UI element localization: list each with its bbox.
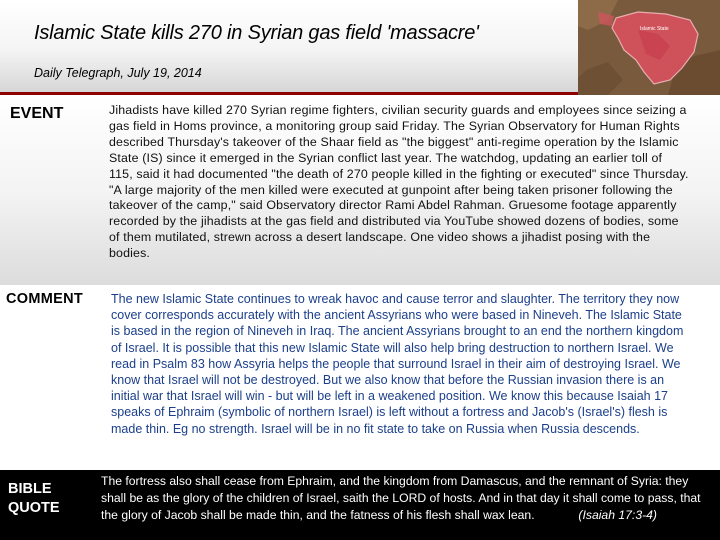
bible-quote-section xyxy=(0,470,720,540)
event-section xyxy=(0,95,720,285)
page-title: Islamic State kills 270 in Syrian gas field 'massacre' xyxy=(34,22,479,44)
header xyxy=(0,0,578,95)
bible-quote-text xyxy=(101,473,713,524)
map-graphic xyxy=(578,0,720,95)
event-text: Jihadists have killed 270 Syrian regime fighters, civilian security guards and employees since seizing a gas field in Homs province, a monitoring group said Friday. The Syrian Observatory for Human Rights described Thursday's takeover of the Shaar field as "the biggest" anti-regime operation by the Islamic State (IS) since it emerged in the Syrian conflict last year. The watchdog, updating an earlier toll of 115, said it had documented "the death of 270 people killed in the fighting or executed" since Thursday. "A large majority of the men killed were executed at gunpoint after being taken prisoner following the takeover of the camp," said Observatory director Rami Abdel Rahman. Gruesome footage apparently recorded by the jihadists at the gas field and distributed via YouTube showed dozens of bodies, some of them mutilated, strewn across a desert landscape. One video shows a jihadist posing with the bodies. xyxy=(109,103,689,261)
bible-verse: The fortress also shall cease from Ephraim, and the kingdom from Damascus, and the remnant of Syria: they shall be as the glory of the children of Israel, saith the LORD of hosts. And in that day it shall come to pass, that the glory of Jacob shall be made thin, and the fatness of his flesh shall wax lean. xyxy=(101,474,701,522)
comment-label: COMMENT xyxy=(6,291,84,307)
map-label: Islamic State xyxy=(640,26,669,32)
bible-label-line1: BIBLE xyxy=(8,481,52,497)
event-label: EVENT xyxy=(10,105,64,122)
bible-quote-label xyxy=(8,480,88,518)
map-image xyxy=(578,0,720,95)
source-citation: Daily Telegraph, July 19, 2014 xyxy=(34,66,202,80)
comment-section xyxy=(0,285,720,470)
bible-reference: (Isaiah 17:3-4) xyxy=(578,508,657,522)
comment-text: The new Islamic State continues to wreak havoc and cause terror and slaughter. The territory they now cover corresponds accurately with the ancient Assyrians who were based in Nineveh. The Islamic State is based in the region of Nineveh in Iraq. The ancient Assyrians brought to an end the northern kingdom of Israel. It is possible that this new Islamic State will also help bring destruction to northern Israel. We read in Psalm 83 how Assyria helps the people that surround Israel in their aim of destroying Israel. We know that Israel will not be destroyed. But we also know that before the Russian invasion there is an initial war that Israel will win - but will be left in a weakened position. We know this because Isaiah 17 speaks of Ephraim (symbolic of northern Israel) is left without a fortress and Jacob's (Israel's) flesh is made thin. Eg no strength. Israel will be in no fit state to take on Russia when Russia descends. xyxy=(111,292,684,436)
bible-label-line2: QUOTE xyxy=(8,500,60,516)
